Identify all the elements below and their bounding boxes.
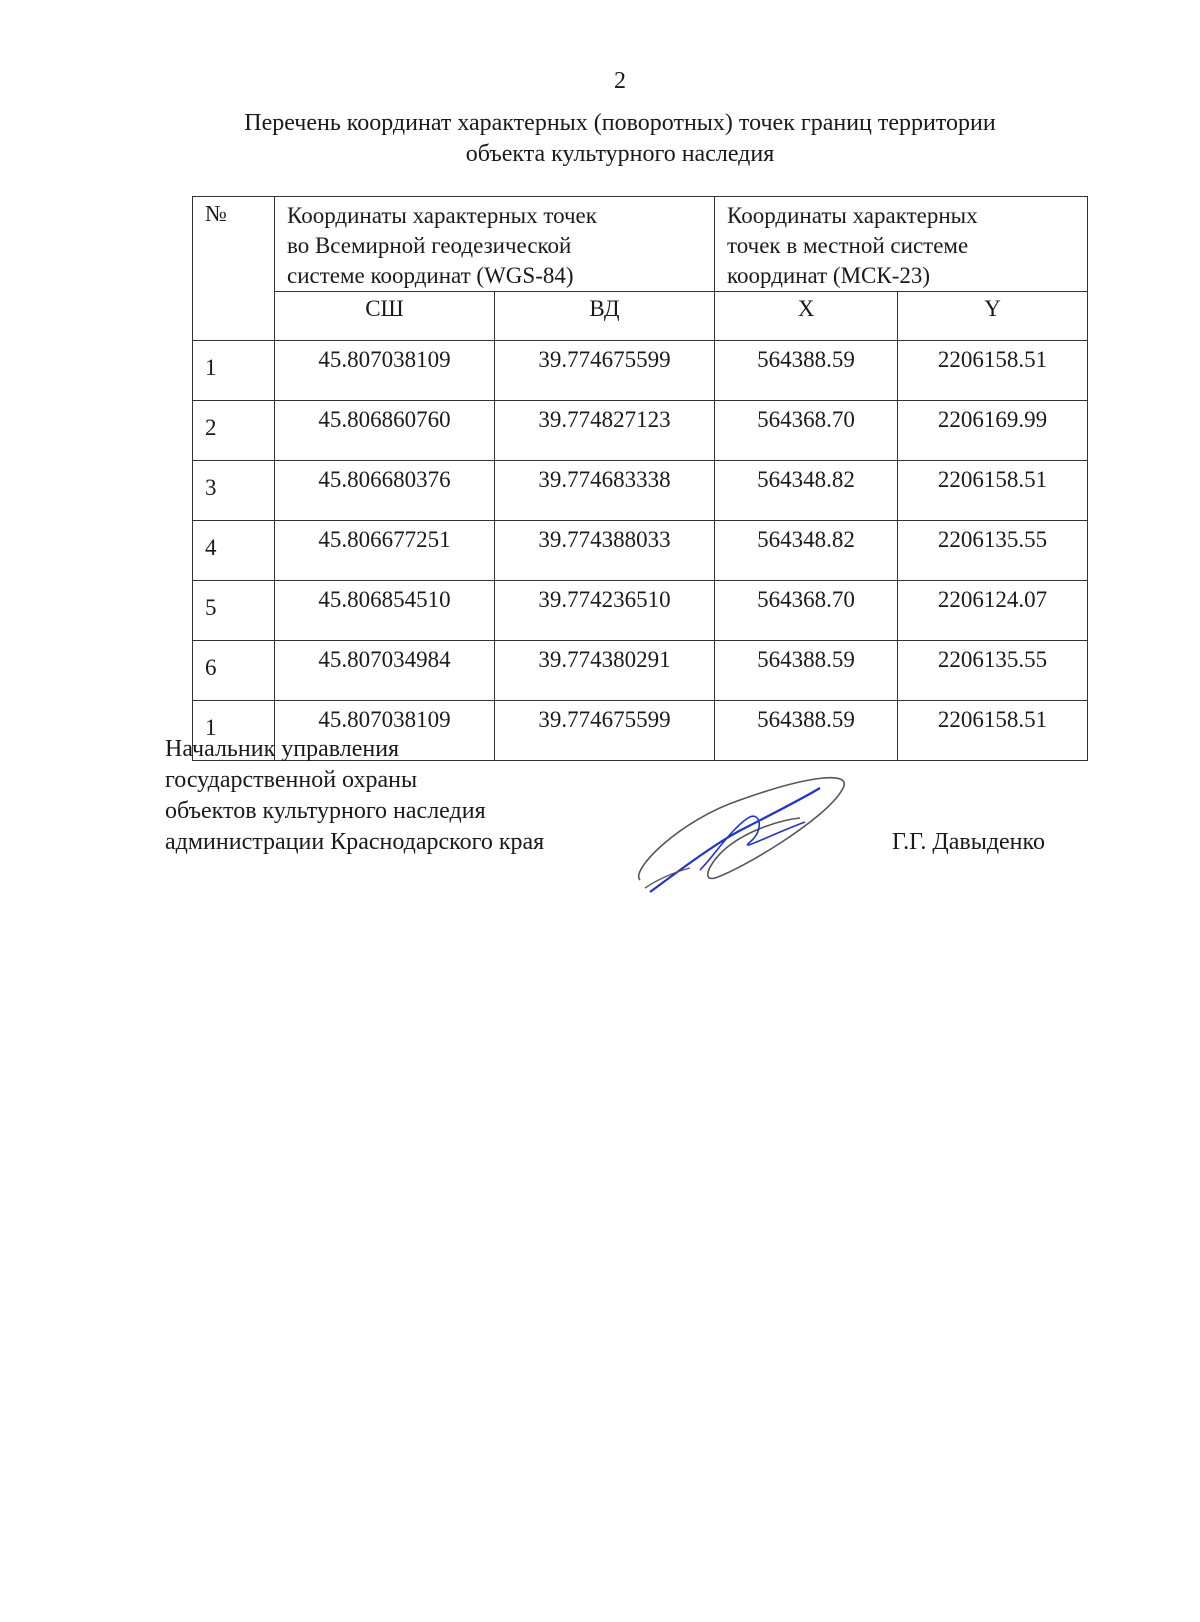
- coordinates-table: [192, 196, 1088, 761]
- cell-latitude: 45.806677251: [275, 521, 495, 581]
- subheader-latitude: СШ: [275, 292, 495, 341]
- cell-point-number: 1: [193, 341, 275, 401]
- cell-point-number: 2: [193, 401, 275, 461]
- cell-longitude: 39.774380291: [495, 641, 715, 701]
- header-msk-coordinates: [715, 197, 1088, 292]
- cell-latitude: 45.807038109: [275, 701, 495, 761]
- cell-latitude: 45.807038109: [275, 341, 495, 401]
- table-row: [193, 341, 1088, 401]
- cell-latitude: 45.806860760: [275, 401, 495, 461]
- table-row: [193, 581, 1088, 641]
- cell-latitude: 45.807034984: [275, 641, 495, 701]
- signatory-position-line-4: администрации Краснодарского края: [165, 829, 545, 855]
- table-row: [193, 461, 1088, 521]
- document-title-line-1: Перечень координат характерных (поворотных) точек границ территории: [244, 110, 996, 136]
- signatory-position-line-3: объектов культурного наследия: [165, 798, 486, 824]
- handwritten-signature: [620, 760, 860, 900]
- cell-x: 564348.82: [715, 521, 898, 581]
- header-msk-line-3: координат (МСК-23): [727, 263, 931, 288]
- document-title: [170, 108, 1070, 170]
- cell-point-number: 6: [193, 641, 275, 701]
- signature-stroke-ink: [650, 788, 820, 892]
- cell-x: 564388.59: [715, 641, 898, 701]
- cell-point-number: 3: [193, 461, 275, 521]
- cell-longitude: 39.774675599: [495, 341, 715, 401]
- table-row: [193, 521, 1088, 581]
- table-subheader-row: [193, 292, 1088, 341]
- cell-y: 2206124.07: [898, 581, 1088, 641]
- cell-x: 564388.59: [715, 341, 898, 401]
- signatory-position: [165, 734, 544, 858]
- cell-latitude: 45.806680376: [275, 461, 495, 521]
- cell-x: 564368.70: [715, 581, 898, 641]
- cell-y: 2206169.99: [898, 401, 1088, 461]
- header-wgs-line-2: во Всемирной геодезической: [287, 233, 572, 258]
- subheader-x: X: [715, 292, 898, 341]
- header-wgs-coordinates: [275, 197, 715, 292]
- signer-name: Г.Г. Давыденко: [892, 829, 1045, 855]
- subheader-y: Y: [898, 292, 1088, 341]
- cell-point-number: 1: [193, 701, 275, 761]
- cell-point-number: 4: [193, 521, 275, 581]
- subheader-longitude: ВД: [495, 292, 715, 341]
- header-number: №: [193, 197, 275, 341]
- document-title-line-2: объекта культурного наследия: [465, 141, 775, 167]
- header-msk-line-2: точек в местной системе: [727, 233, 969, 258]
- header-msk-line-1: Координаты характерных: [727, 203, 978, 228]
- cell-x: 564348.82: [715, 461, 898, 521]
- cell-longitude: 39.774683338: [495, 461, 715, 521]
- table-row: [193, 401, 1088, 461]
- cell-latitude: 45.806854510: [275, 581, 495, 641]
- header-wgs-line-1: Координаты характерных точек: [287, 203, 597, 228]
- header-wgs-line-3: системе координат (WGS-84): [287, 263, 574, 288]
- signatory-position-line-1: Начальник управления: [165, 736, 400, 762]
- page-number: 2: [614, 68, 626, 94]
- cell-point-number: 5: [193, 581, 275, 641]
- cell-longitude: 39.774388033: [495, 521, 715, 581]
- cell-longitude: 39.774236510: [495, 581, 715, 641]
- cell-x: 564388.59: [715, 701, 898, 761]
- cell-y: 2206158.51: [898, 461, 1088, 521]
- table-row: [193, 641, 1088, 701]
- signatory-position-line-2: государственной охраны: [165, 767, 418, 793]
- cell-y: 2206135.55: [898, 641, 1088, 701]
- table-header-row: [193, 197, 1088, 292]
- cell-longitude: 39.774675599: [495, 701, 715, 761]
- cell-x: 564368.70: [715, 401, 898, 461]
- cell-longitude: 39.774827123: [495, 401, 715, 461]
- cell-y: 2206135.55: [898, 521, 1088, 581]
- cell-y: 2206158.51: [898, 341, 1088, 401]
- cell-y: 2206158.51: [898, 701, 1088, 761]
